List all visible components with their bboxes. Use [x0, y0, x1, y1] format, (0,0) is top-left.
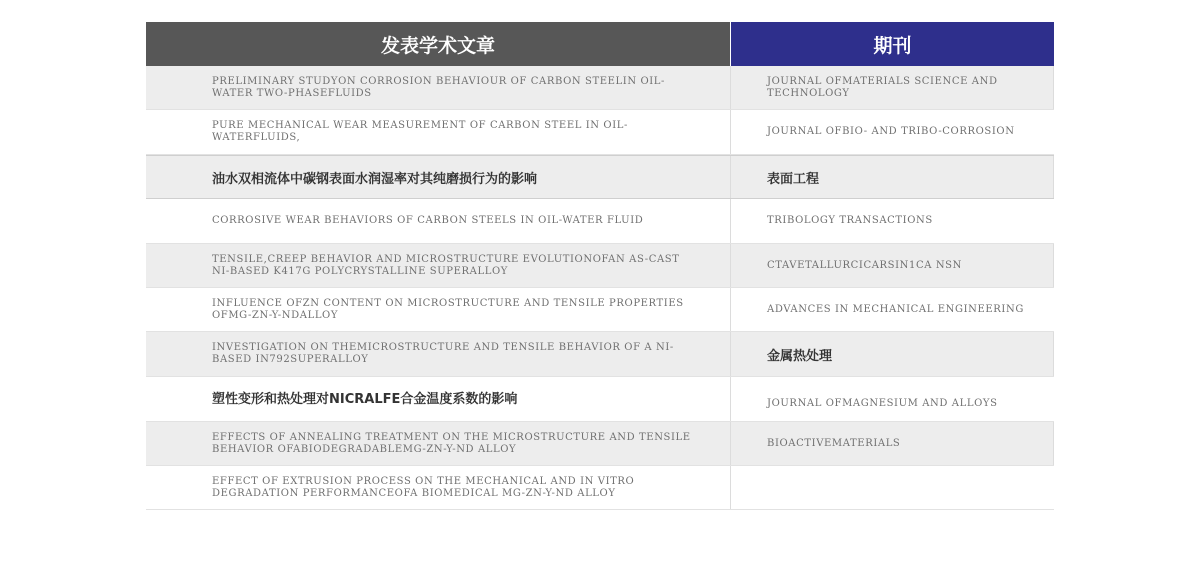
journal-name: CTAVETALLURCICARSIN1CA NSN — [730, 244, 1054, 287]
paper-title: 塑性变形和热处理对NICRALFE合金温度系数的影响 — [212, 391, 518, 407]
journal-name: JOURNAL OFMATERIALS SCIENCE AND TECHNOLOGY — [730, 66, 1054, 109]
paper-title: EFFECT OF EXTRUSION PROCESS ON THE MECHANICAL AND IN VITRO DEGRADATION PERFORMANCEOFA BIOMEDICAL MG-ZN-Y-ND ALLOY — [212, 475, 635, 499]
journal-name: 金属热处理 — [730, 332, 1054, 376]
paper-title: INFLUENCE OFZN CONTENT ON MICROSTRUCTURE AND TENSILE PROPERTIES OFMG-ZN-Y-NDALLOY — [212, 297, 684, 321]
paper-title: CORROSIVE WEAR BEHAVIORS OF CARBON STEELS IN OIL-WATER FLUID — [212, 215, 644, 226]
journal-name: BIOACTIVEMATERIALS — [730, 422, 1054, 465]
table-row — [146, 110, 1054, 155]
papers-column-header: 发表学术文章 — [146, 22, 730, 66]
journal-name: JOURNAL OFMAGNESIUM AND ALLOYS — [730, 377, 1054, 421]
table-row — [146, 466, 1054, 510]
journal-name — [730, 466, 1054, 509]
paper-title: PRELIMINARY STUDYON CORROSION BEHAVIOUR OF CARBON STEELIN OIL-WATER TWO-PHASEFLUIDS — [146, 66, 730, 109]
journal-name: TRIBOLOGY TRANSACTIONS — [730, 199, 1054, 243]
table-header — [146, 22, 1054, 66]
table-row — [146, 332, 1054, 377]
paper-title: TENSILE,CREEP BEHAVIOR AND MICROSTRUCTURE EVOLUTIONOFAN AS-CAST NI-BASED K417G POLYCRYSTALLINE SUPERALLOY — [146, 244, 730, 287]
table-row — [146, 288, 1054, 332]
paper-title: INVESTIGATION ON THEMICROSTRUCTURE AND TENSILE BEHAVIOR OF A NI-BASED IN792SUPERALLOY — [146, 332, 730, 376]
table-row — [146, 244, 1054, 288]
table-row — [146, 66, 1054, 110]
table-row — [146, 422, 1054, 466]
table-row — [146, 199, 1054, 244]
publications-table — [146, 22, 1054, 510]
table-row — [146, 155, 1054, 199]
journal-name: ADVANCES IN MECHANICAL ENGINEERING — [730, 288, 1054, 331]
paper-title: 油水双相流体中碳钢表面水润湿率对其纯磨损行为的影响 — [146, 156, 730, 198]
table-row — [146, 377, 1054, 422]
journal-column-header: 期刊 — [731, 22, 1054, 66]
journal-name: JOURNAL OFBIO- AND TRIBO-CORROSION — [730, 110, 1054, 154]
paper-title: PURE MECHANICAL WEAR MEASUREMENT OF CARBON STEEL IN OIL-WATERFLUIDS, — [212, 120, 628, 143]
paper-title: EFFECTS OF ANNEALING TREATMENT ON THE MICROSTRUCTURE AND TENSILE BEHAVIOR OFABIODEGRADABLEMG-ZN-Y-ND ALLOY — [146, 422, 730, 465]
journal-name: 表面工程 — [730, 156, 1054, 198]
